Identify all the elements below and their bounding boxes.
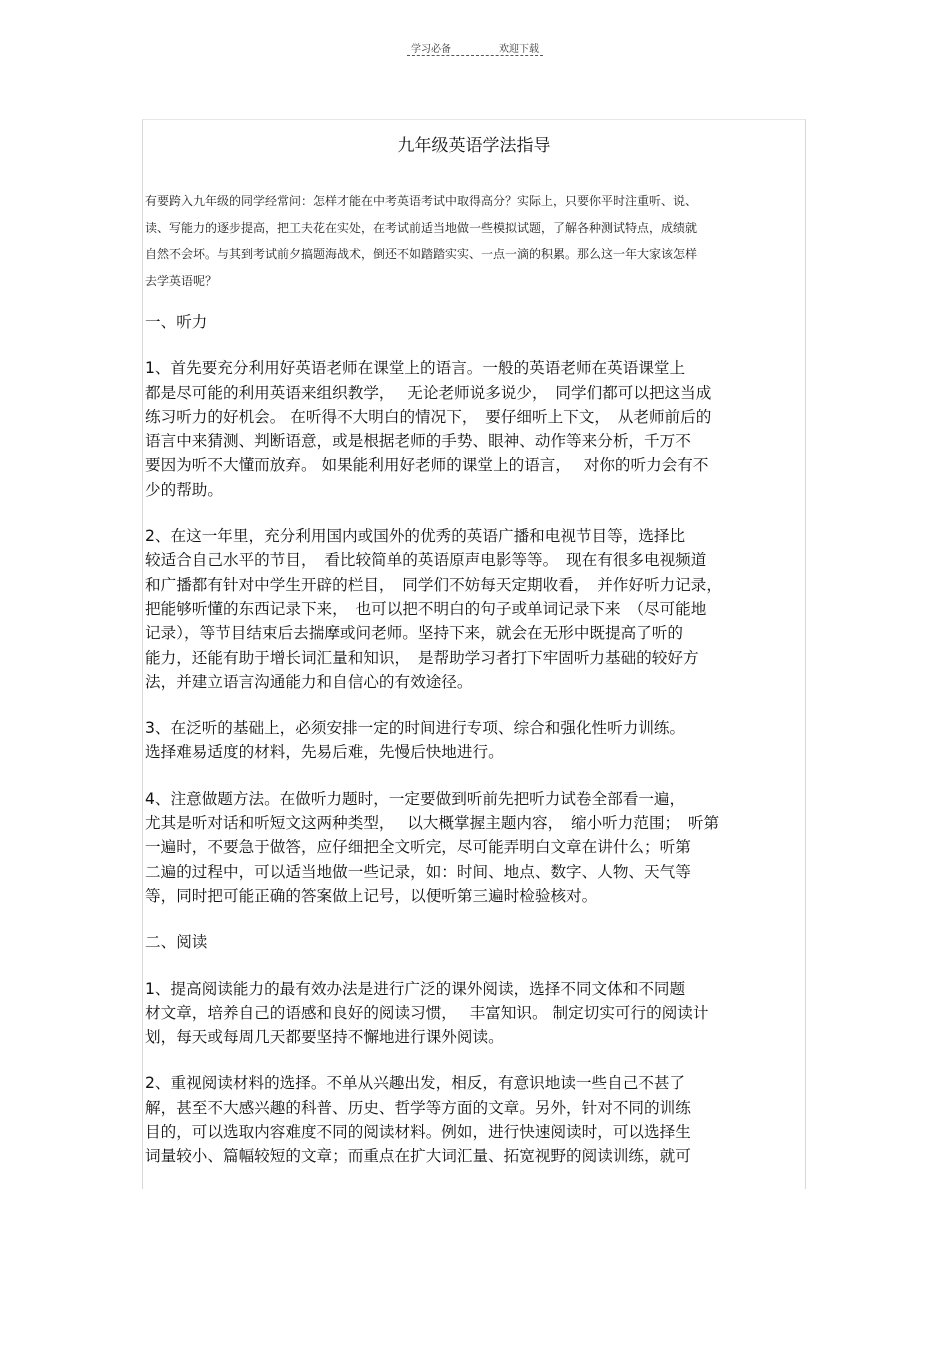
text-line: 要因为听不大懂而放弃。 如果能利用好老师的课堂上的语言， 对你的听力会有不 — [145, 456, 709, 475]
text-line: 3、在泛听的基础上，必须安排一定的时间进行专项、综合和强化性听力训练。 — [145, 719, 686, 738]
text-line: 选择难易适度的材料，先易后难，先慢后快地进行。 — [145, 743, 504, 762]
text-line: 材文章，培养自己的语感和良好的阅读习惯， 丰富知识。 制定切实可行的阅读计 — [145, 1003, 709, 1022]
listening-paragraph-2 — [145, 524, 805, 694]
reading-paragraph-2 — [145, 1071, 805, 1168]
text-line: 等，同时把可能正确的答案做上记号，以便听第三遍时检验核对。 — [145, 886, 598, 905]
intro-line: 自然不会坏。与其到考试前夕搞题海战术，倒还不如踏踏实实、一点一滴的积累。那么这一年大家该怎样 — [145, 247, 698, 261]
intro-line: 有要跨入九年级的同学经常问：怎样才能在中考英语考试中取得高分？实际上，只要你平时注重听、说、 — [145, 194, 698, 208]
text-line: 记录），等节目结束后去揣摩或问老师。坚持下来，就会在无形中既提高了听的 — [145, 624, 683, 643]
intro-paragraph — [145, 188, 765, 294]
text-line: 划，每天或每周几天都要坚持不懈地进行课外阅读。 — [145, 1028, 504, 1047]
text-line: 都是尽可能的利用英语来组织教学， 无论老师说多说少， 同学们都可以把这当成 — [145, 383, 712, 402]
header-left-text: 学习必备 — [411, 44, 451, 55]
text-line: 4、注意做题方法。在做听力题时，一定要做到听前先把听力试卷全部看一遍， — [145, 789, 686, 808]
text-line: 尤其是听对话和听短文这两种类型， 以大概掌握主题内容， 缩小听力范围； 听第 — [145, 814, 720, 833]
text-line: 目的，可以选取内容难度不同的阅读材料。例如，进行快速阅读时，可以选择生 — [145, 1123, 691, 1142]
text-line: 练习听力的好机会。 在听得不大明白的情况下， 要仔细听上下文， 从老师前后的 — [145, 407, 712, 426]
intro-line: 去学英语呢？ — [145, 273, 218, 288]
intro-line: 读、写能力的逐步提高，把工夫花在实处，在考试前适当地做一些模拟试题，了解各种测试特点，成绩就 — [145, 220, 698, 235]
section-heading-reading: 二、阅读 — [145, 933, 208, 952]
header-dashed-rule — [407, 55, 543, 56]
text-line: 解，甚至不大感兴趣的科普、历史、哲学等方面的文章。另外，针对不同的训练 — [145, 1098, 691, 1117]
text-line: 2、在这一年里，充分利用国内或国外的优秀的英语广播和电视节目等，选择比 — [145, 527, 686, 546]
listening-paragraph-4 — [145, 787, 805, 908]
text-line: 语言中来猜测、判断语意，或是根据老师的手势、眼神、动作等来分析，千万不 — [145, 432, 691, 451]
text-line: 1、提高阅读能力的最有效办法是进行广泛的课外阅读，选择不同文体和不同题 — [145, 979, 686, 998]
text-line: 二遍的过程中，可以适当地做一些记录，如：时间、地点、数字、人物、天气等 — [145, 862, 691, 881]
text-line: 少的帮助。 — [145, 480, 223, 499]
listening-paragraph-3 — [145, 716, 805, 765]
document-title: 九年级英语学法指导 — [397, 136, 551, 156]
document-body — [145, 310, 805, 1191]
text-line: 和广播都有针对中学生开辟的栏目， 同学们不妨每天定期收看， 并作好听力记录， — [145, 575, 722, 594]
reading-paragraph-1 — [145, 977, 805, 1050]
text-line: 较适合自己水平的节目， 看比较简单的英语原声电影等等。 现在有很多电视频道 — [145, 551, 707, 570]
text-line: 1、首先要充分利用好英语老师在课堂上的语言。一般的英语老师在英语课堂上 — [145, 359, 686, 378]
text-line: 法，并建立语言沟通能力和自信心的有效途径。 — [145, 672, 473, 691]
page-header — [0, 40, 950, 55]
listening-paragraph-1 — [145, 356, 805, 502]
text-line: 一遍时，不要急于做答，应仔细把全文听完，尽可能弄明白文章在讲什么；听第 — [145, 838, 691, 857]
text-line: 把能够听懂的东西记录下来， 也可以把不明白的句子或单词记录下来 （尽可能地 — [145, 599, 707, 618]
section-heading-listening: 一、听力 — [145, 313, 208, 331]
text-line: 2、重视阅读材料的选择。不单从兴趣出发，相反，有意识地读一些自己不甚了 — [145, 1074, 686, 1093]
header-right-text: 欢迎下载 — [499, 44, 539, 55]
text-line: 能力，还能有助于增长词汇量和知识， 是帮助学习者打下牢固听力基础的较好方 — [145, 648, 699, 667]
text-line: 词量较小、篇幅较短的文章；而重点在扩大词汇量、拓宽视野的阅读训练，就可 — [145, 1147, 691, 1166]
